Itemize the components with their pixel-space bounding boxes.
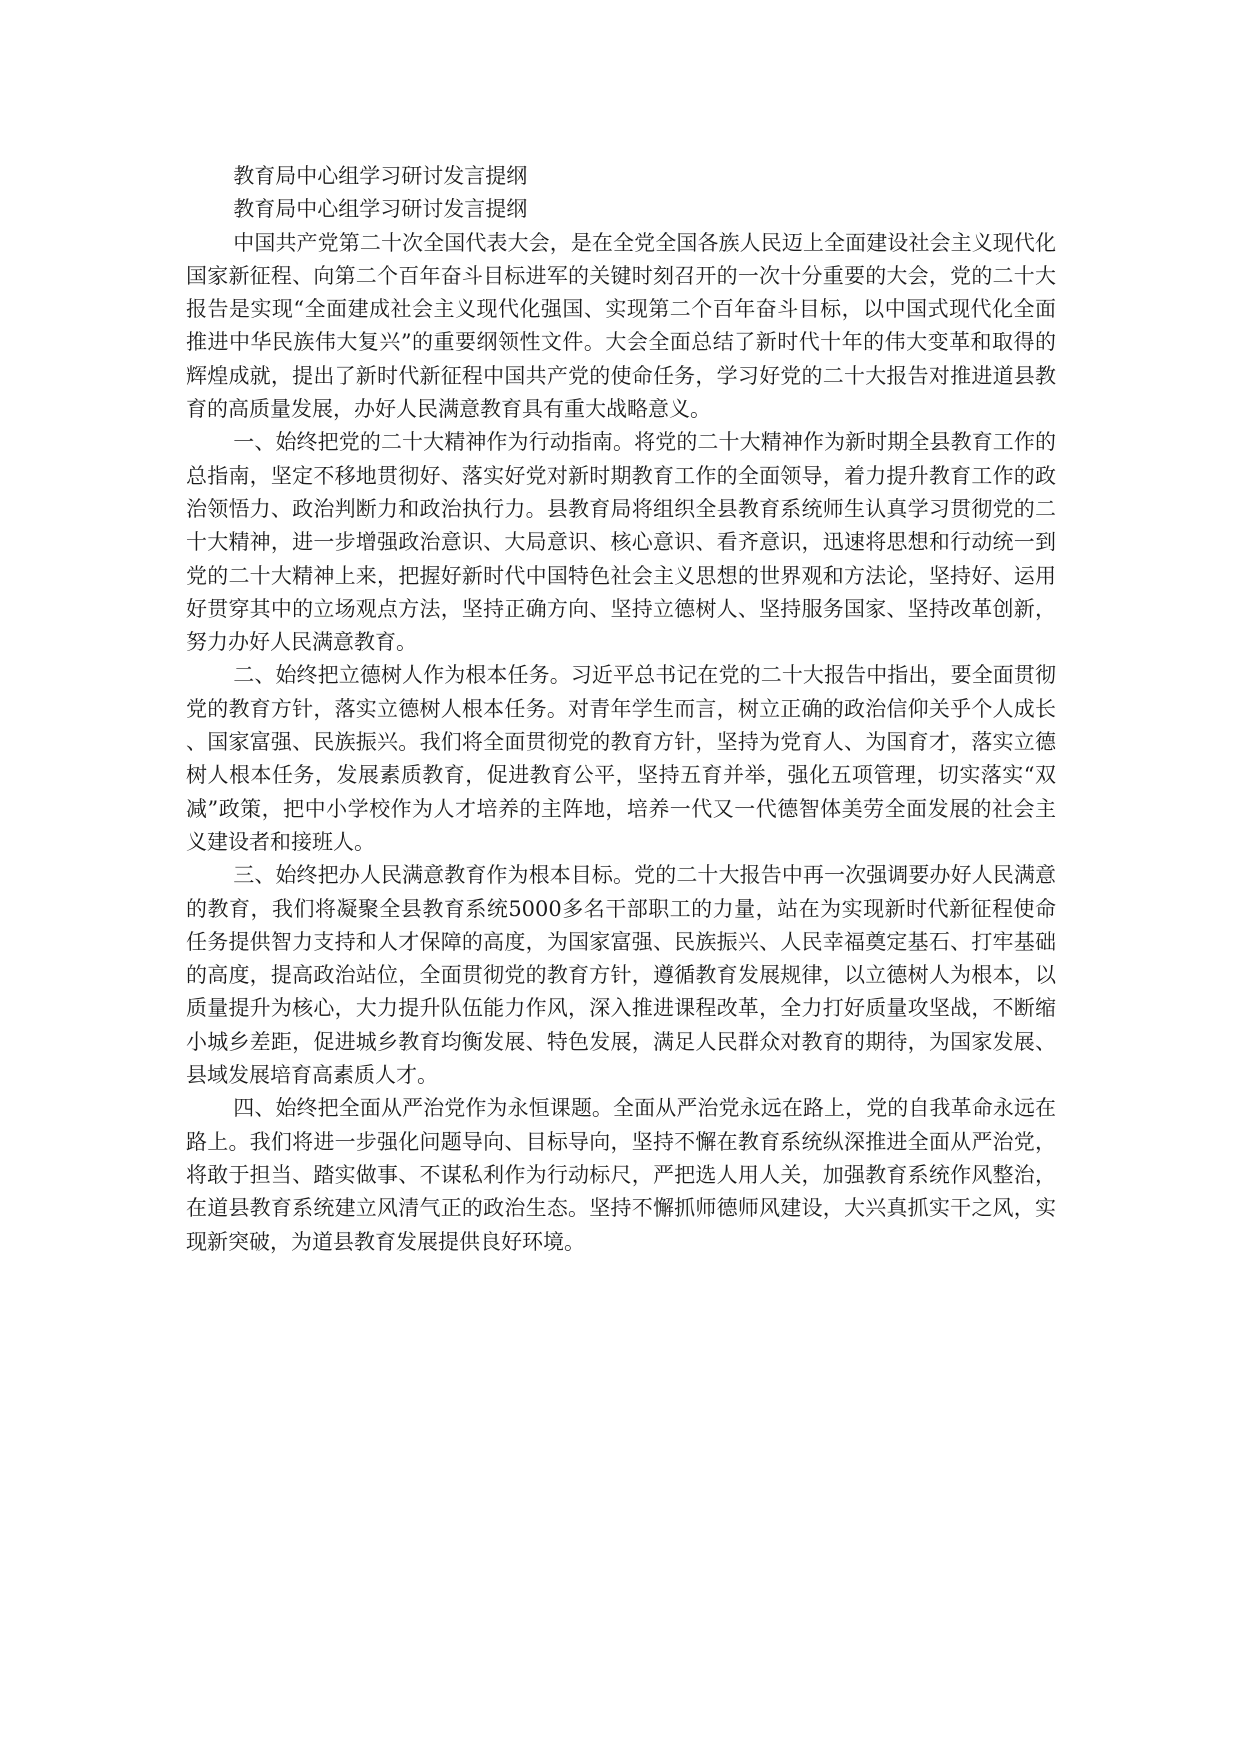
paragraph-point-3: 三、始终把办人民满意教育作为根本目标。党的二十大报告中再一次强调要办好人民满意的教育，我们将凝聚全县教育系统5000多名干部职工的力量，站在为实现新时代新征程使命任务提供智力支持和人才保障的高度，为国家富强、民族振兴、人民幸福奠定基石、打牢基础的高度，提高政治站位，全面贯彻党的教育方针，遵循教育发展规律，以立德树人为根本，以质量提升为核心，大力提升队伍能力作风，深入推进课程改革，全力打好质量攻坚战，不断缩小城乡差距，促进城乡教育均衡发展、特色发展，满足人民群众对教育的期待，为国家发展、县域发展培育高素质人才。 bbox=[186, 863, 1056, 1088]
document-title-line-2: 教育局中心组学习研讨发言提纲 bbox=[233, 197, 528, 222]
paragraph-point-4: 四、始终把全面从严治党作为永恒课题。全面从严治党永远在路上，党的自我革命永远在路上。我们将进一步强化问题导向、目标导向，坚持不懈在教育系统纵深推进全面从严治党，将敢于担当、踏实做事、不谋私利作为行动标尺，严把选人用人关，加强教育系统作风整治，在道县教育系统建立风清气正的政治生态。坚持不懈抓师德师风建设，大兴真抓实干之风，实现新突破，为道县教育发展提供良好环境。 bbox=[186, 1096, 1056, 1254]
paragraph-point-2: 二、始终把立德树人作为根本任务。习近平总书记在党的二十大报告中指出，要全面贯彻党的教育方针，落实立德树人根本任务。对青年学生而言，树立正确的政治信仰关乎个人成长、国家富强、民族振兴。我们将全面贯彻党的教育方针，坚持为党育人、为国育才，落实立德树人根本任务，发展素质教育，促进教育公平，坚持五育并举，强化五项管理，切实落实“双减”政策，把中小学校作为人才培养的主阵地，培养一代又一代德智体美劳全面发展的社会主义建设者和接班人。 bbox=[186, 663, 1056, 854]
document-title-line-1: 教育局中心组学习研讨发言提纲 bbox=[233, 164, 528, 188]
document-body bbox=[186, 160, 1056, 1259]
paragraph-point-1: 一、始终把党的二十大精神作为行动指南。将党的二十大精神作为新时期全县教育工作的总指南，坚定不移地贯彻好、落实好党对新时期教育工作的全面领导，着力提升教育工作的政治领悟力、政治判断力和政治执行力。县教育局将组织全县教育系统师生认真学习贯彻党的二十大精神，进一步增强政治意识、大局意识、核心意识、看齐意识，迅速将思想和行动统一到党的二十大精神上来，把握好新时代中国特色社会主义思想的世界观和方法论，坚持好、运用好贯穿其中的立场观点方法，坚持正确方向、坚持立德树人、坚持服务国家、坚持改革创新，努力办好人民满意教育。 bbox=[186, 430, 1056, 655]
paragraph-intro: 中国共产党第二十次全国代表大会，是在全党全国各族人民迈上全面建设社会主义现代化国家新征程、向第二个百年奋斗目标进军的关键时刻召开的一次十分重要的大会，党的二十大报告是实现“全面建成社会主义现代化强国、实现第二个百年奋斗目标，以中国式现代化全面推进中华民族伟大复兴”的重要纲领性文件。大会全面总结了新时代十年的伟大变革和取得的辉煌成就，提出了新时代新征程中国共产党的使命任务，学习好党的二十大报告对推进道县教育的高质量发展，办好人民满意教育具有重大战略意义。 bbox=[186, 230, 1056, 422]
